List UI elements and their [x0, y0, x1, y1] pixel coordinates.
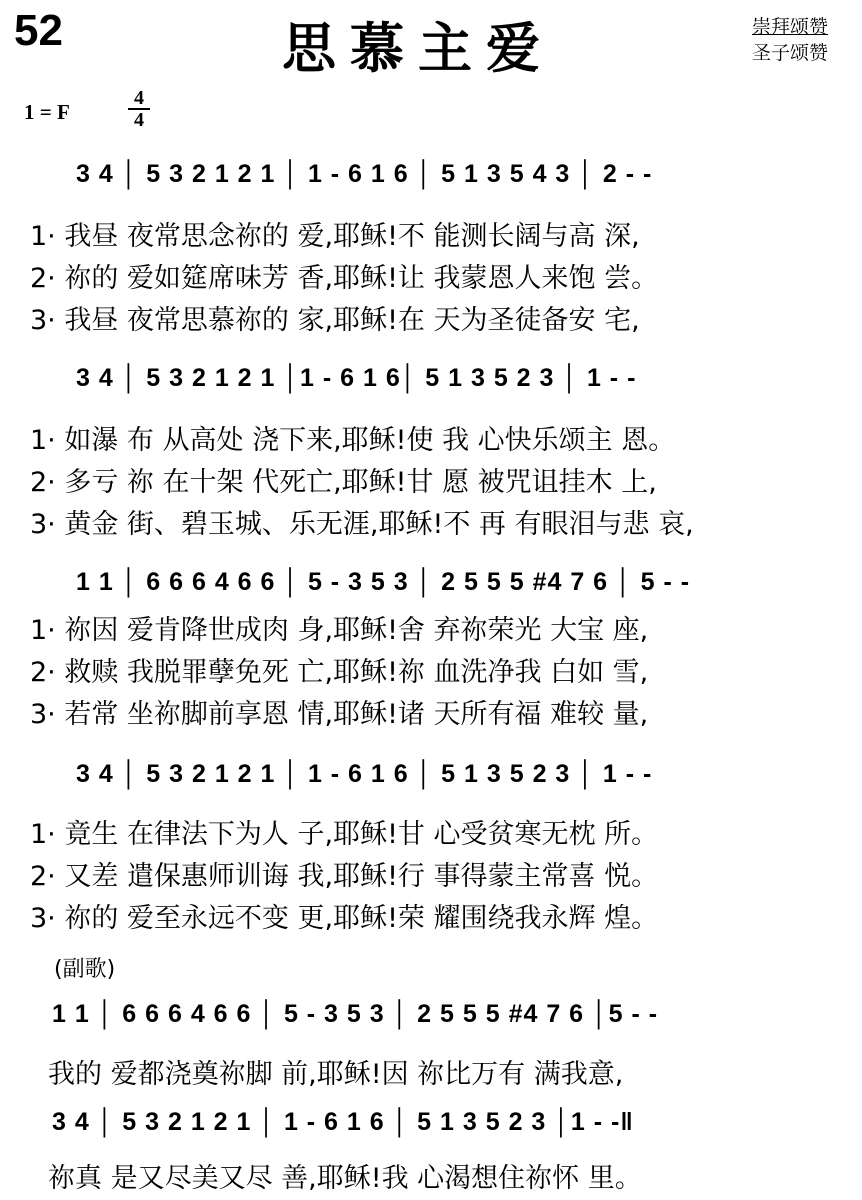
notation-line: 1 1 │ 6 6 6 4 6 6 │ 5 - 3 5 3 │ 2 5 5 5 #4 7 6 │ 5 - - [76, 568, 691, 596]
key-signature: 1 = F [24, 100, 70, 124]
lyric-line: 1· 祢因 爱肯降世成肉 身,耶稣!舍 弃祢荣光 大宝 座, [30, 615, 649, 646]
lyric-line: 2· 祢的 爱如筵席味芳 香,耶稣!让 我蒙恩人来饱 尝。 [30, 263, 659, 294]
chorus-lyric-line: 我的 爱都浇奠祢脚 前,耶稣!因 祢比万有 满我意, [48, 1059, 624, 1090]
notation-line: 3 4 │ 5 3 2 1 2 1 │1 - 6 1 6│ 5 1 3 5 2 3 │ 1 - - [76, 364, 637, 392]
notation-line: 3 4 │ 5 3 2 1 2 1 │ 1 - 6 1 6 │ 5 1 3 5 2 3 │ 1 - - [76, 760, 653, 788]
lyric-line: 3· 我昼 夜常思慕祢的 家,耶稣!在 天为圣徒备安 宅, [30, 305, 640, 336]
time-signature-bottom: 4 [134, 109, 144, 131]
category-secondary: 圣子颂赞 [752, 42, 829, 64]
category-primary: 崇拜颂赞 [752, 16, 829, 38]
lyric-line: 3· 黄金 街、碧玉城、乐无涯,耶稣!不 再 有眼泪与悲 哀, [30, 509, 694, 540]
hymn-number: 52 [14, 6, 63, 55]
notation-line: 3 4 │ 5 3 2 1 2 1 │ 1 - 6 1 6 │ 5 1 3 5 2 3 │1 - -‖ [52, 1108, 634, 1136]
chorus-lyric-line: 祢真 是又尽美又尽 善,耶稣!我 心渴想住祢怀 里。 [48, 1163, 642, 1194]
lyric-line: 1· 我昼 夜常思念祢的 爱,耶稣!不 能测长阔与高 深, [30, 221, 640, 252]
lyric-line: 2· 多亏 祢 在十架 代死亡,耶稣!甘 愿 被咒诅挂木 上, [30, 467, 657, 498]
chorus-label: (副歌) [54, 957, 116, 982]
notation-line: 1 1 │ 6 6 6 4 6 6 │ 5 - 3 5 3 │ 2 5 5 5 #4 7 6 │5 - - [52, 1000, 659, 1028]
lyric-line: 1· 如瀑 布 从高处 浇下来,耶稣!使 我 心快乐颂主 恩。 [30, 425, 676, 456]
lyric-line: 3· 祢的 爱至永远不变 更,耶稣!荣 耀围绕我永辉 煌。 [30, 903, 659, 934]
time-signature [128, 88, 150, 130]
lyric-line: 3· 若常 坐祢脚前享恩 情,耶稣!诸 天所有福 难较 量, [30, 699, 649, 730]
lyric-line: 2· 又差 遣保惠师训诲 我,耶稣!行 事得蒙主常喜 悦。 [30, 861, 659, 892]
hymn-title: 思慕主爱 [282, 17, 554, 80]
notation-line: 3 4 │ 5 3 2 1 2 1 │ 1 - 6 1 6 │ 5 1 3 5 4 3 │ 2 - - [76, 160, 653, 188]
lyric-line: 2· 救赎 我脱罪孽免死 亡,耶稣!祢 血洗净我 白如 雪, [30, 657, 649, 688]
time-signature-top: 4 [128, 88, 150, 110]
lyric-line: 1· 竟生 在律法下为人 子,耶稣!甘 心受贫寒无枕 所。 [30, 819, 659, 850]
